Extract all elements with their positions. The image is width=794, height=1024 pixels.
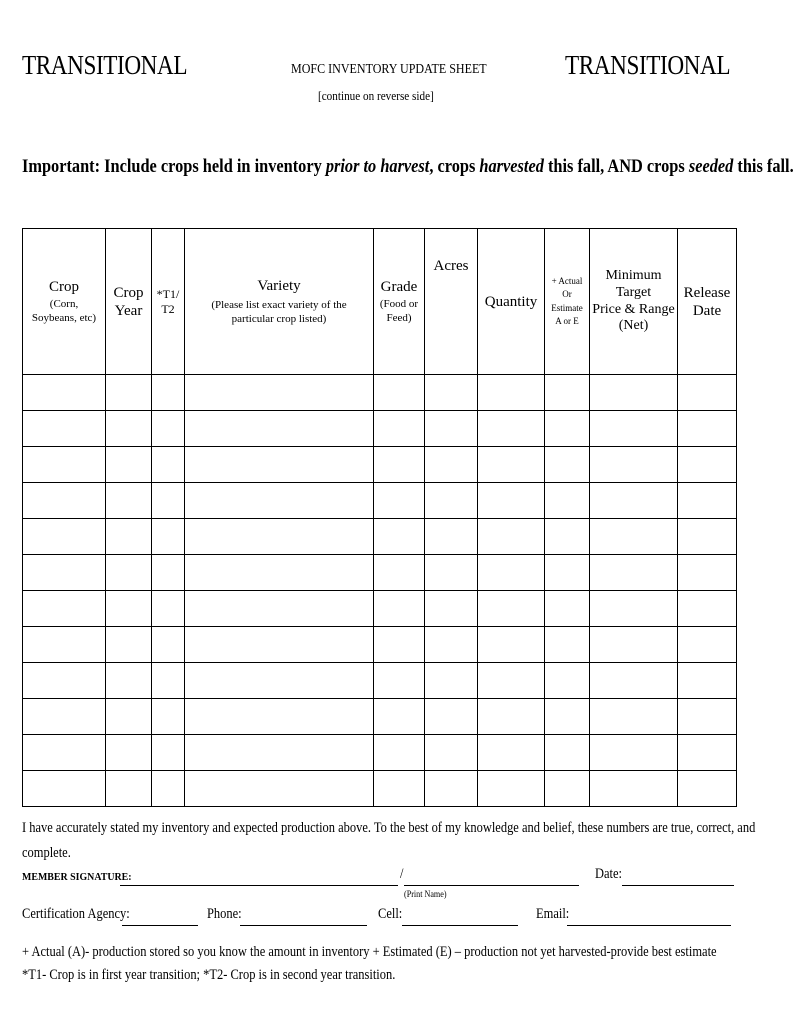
cell-target-price[interactable] bbox=[590, 411, 678, 447]
cell-quantity[interactable] bbox=[478, 699, 545, 735]
important-lead: Important: Include crops held in inventory bbox=[22, 156, 326, 177]
cell-variety[interactable] bbox=[185, 375, 374, 411]
sheet-title: MOFC INVENTORY UPDATE SHEET bbox=[291, 62, 487, 77]
cell-release-date[interactable] bbox=[678, 699, 737, 735]
header-variety-note: (Please list exact variety of the particular crop listed) bbox=[211, 299, 347, 325]
signature-slash: / bbox=[400, 866, 404, 882]
cell-grade[interactable] bbox=[374, 735, 425, 771]
cell-crop-year[interactable] bbox=[106, 663, 152, 699]
cell-crop-year[interactable] bbox=[106, 735, 152, 771]
inventory-table bbox=[22, 228, 737, 807]
important-mid1: , crops bbox=[429, 156, 480, 177]
header-ae-line2: Or bbox=[562, 289, 572, 300]
header-quantity bbox=[478, 229, 545, 375]
cell-variety[interactable] bbox=[185, 699, 374, 735]
header-t1-t2 bbox=[152, 229, 185, 375]
cell-t1-t2[interactable] bbox=[152, 663, 185, 699]
cell-crop-year[interactable] bbox=[106, 375, 152, 411]
cell-crop-year[interactable] bbox=[106, 519, 152, 555]
email-label: Email: bbox=[536, 906, 570, 922]
header-grade bbox=[374, 229, 425, 375]
cell-acres[interactable] bbox=[425, 699, 478, 735]
cell-actual-estimate[interactable] bbox=[545, 447, 590, 483]
cell-actual-estimate[interactable] bbox=[545, 519, 590, 555]
table-row bbox=[23, 771, 737, 807]
header-price-line2: Target bbox=[615, 284, 652, 300]
cell-quantity[interactable] bbox=[478, 735, 545, 771]
cell-target-price[interactable] bbox=[590, 699, 678, 735]
right-title: TRANSITIONAL bbox=[565, 50, 731, 80]
cell-crop-year[interactable] bbox=[106, 591, 152, 627]
cell-crop[interactable] bbox=[23, 771, 106, 807]
cell-grade[interactable] bbox=[374, 555, 425, 591]
cell-crop-year[interactable] bbox=[106, 483, 152, 519]
important-note bbox=[22, 156, 794, 178]
table-row bbox=[23, 555, 737, 591]
cell-grade[interactable] bbox=[374, 519, 425, 555]
cell-grade[interactable] bbox=[374, 375, 425, 411]
header-release-date bbox=[678, 229, 737, 375]
cell-grade[interactable] bbox=[374, 771, 425, 807]
cell-actual-estimate[interactable] bbox=[545, 735, 590, 771]
cell-release-date[interactable] bbox=[678, 627, 737, 663]
cell-release-date[interactable] bbox=[678, 447, 737, 483]
cell-variety[interactable] bbox=[185, 663, 374, 699]
cell-variety[interactable] bbox=[185, 519, 374, 555]
header-t2: T2 bbox=[161, 301, 175, 316]
phone-field[interactable] bbox=[240, 925, 367, 926]
header-acres bbox=[425, 229, 478, 375]
cell-target-price[interactable] bbox=[590, 591, 678, 627]
header-acres-label: Acres bbox=[433, 258, 469, 274]
cell-field[interactable] bbox=[402, 925, 518, 926]
header-actual-estimate bbox=[545, 229, 590, 375]
cell-variety[interactable] bbox=[185, 591, 374, 627]
cell-t1-t2[interactable] bbox=[152, 699, 185, 735]
cell-release-date[interactable] bbox=[678, 375, 737, 411]
important-tail: this fall. bbox=[733, 156, 794, 177]
phone-label: Phone: bbox=[207, 906, 242, 922]
cell-actual-estimate[interactable] bbox=[545, 591, 590, 627]
header-release-line1: Release bbox=[683, 284, 731, 301]
cell-acres[interactable] bbox=[425, 375, 478, 411]
cell-acres[interactable] bbox=[425, 591, 478, 627]
cell-crop[interactable] bbox=[23, 735, 106, 771]
cell-acres[interactable] bbox=[425, 519, 478, 555]
email-field[interactable] bbox=[567, 925, 731, 926]
header-crop-label: Crop bbox=[49, 279, 79, 296]
cell-t1-t2[interactable] bbox=[152, 771, 185, 807]
header-grade-note1: (Food or bbox=[379, 298, 419, 311]
cell-actual-estimate[interactable] bbox=[545, 771, 590, 807]
cell-quantity[interactable] bbox=[478, 555, 545, 591]
cell-crop-year[interactable] bbox=[106, 627, 152, 663]
cell-quantity[interactable] bbox=[478, 447, 545, 483]
header-ae-line4: A or E bbox=[555, 315, 579, 326]
cell-crop[interactable] bbox=[23, 591, 106, 627]
cell-t1-t2[interactable] bbox=[152, 555, 185, 591]
cell-crop-year[interactable] bbox=[106, 699, 152, 735]
footnote-transition: *T1- Crop is in first year transition; *T2- Crop is in second year transition. bbox=[22, 967, 396, 983]
header-variety-label: Variety bbox=[257, 278, 301, 295]
member-signature-field[interactable] bbox=[120, 885, 398, 886]
cell-grade[interactable] bbox=[374, 591, 425, 627]
cell-actual-estimate[interactable] bbox=[545, 411, 590, 447]
cell-crop[interactable] bbox=[23, 663, 106, 699]
cell-crop[interactable] bbox=[23, 483, 106, 519]
header-crop bbox=[23, 229, 106, 375]
cell-grade[interactable] bbox=[374, 447, 425, 483]
print-name-field[interactable] bbox=[404, 885, 579, 886]
cell-actual-estimate[interactable] bbox=[545, 555, 590, 591]
cell-release-date[interactable] bbox=[678, 663, 737, 699]
cell-target-price[interactable] bbox=[590, 627, 678, 663]
cell-t1-t2[interactable] bbox=[152, 735, 185, 771]
important-em-seeded: seeded bbox=[688, 156, 734, 177]
date-label: Date: bbox=[595, 866, 623, 882]
cell-actual-estimate[interactable] bbox=[545, 483, 590, 519]
cell-variety[interactable] bbox=[185, 447, 374, 483]
cell-actual-estimate[interactable] bbox=[545, 663, 590, 699]
header-price-line4: (Net) bbox=[618, 318, 649, 334]
date-field[interactable] bbox=[622, 885, 734, 886]
cell-crop[interactable] bbox=[23, 519, 106, 555]
header-t1: *T1/ bbox=[156, 287, 180, 302]
cell-release-date[interactable] bbox=[678, 591, 737, 627]
cell-grade[interactable] bbox=[374, 411, 425, 447]
cell-quantity[interactable] bbox=[478, 411, 545, 447]
cell-release-date[interactable] bbox=[678, 519, 737, 555]
cell-crop-year[interactable] bbox=[106, 411, 152, 447]
cell-target-price[interactable] bbox=[590, 375, 678, 411]
cell-crop[interactable] bbox=[23, 627, 106, 663]
certification-statement-line2: complete. bbox=[22, 845, 71, 861]
cell-acres[interactable] bbox=[425, 555, 478, 591]
header-ae-line3: Estimate bbox=[551, 302, 583, 313]
cell-t1-t2[interactable] bbox=[152, 591, 185, 627]
cell-target-price[interactable] bbox=[590, 771, 678, 807]
cell-grade[interactable] bbox=[374, 663, 425, 699]
cell-quantity[interactable] bbox=[478, 771, 545, 807]
certification-agency-field[interactable] bbox=[122, 925, 198, 926]
cell-crop[interactable] bbox=[23, 447, 106, 483]
cell-release-date[interactable] bbox=[678, 483, 737, 519]
cell-t1-t2[interactable] bbox=[152, 519, 185, 555]
left-title: TRANSITIONAL bbox=[22, 50, 188, 80]
table-row bbox=[23, 735, 737, 771]
cell-grade[interactable] bbox=[374, 483, 425, 519]
certification-statement-line1: I have accurately stated my inventory and expected production above. To the best of my knowledge and belief, these numbers are true, correct, and bbox=[22, 820, 756, 836]
cell-target-price[interactable] bbox=[590, 519, 678, 555]
cell-target-price[interactable] bbox=[590, 447, 678, 483]
cell-t1-t2[interactable] bbox=[152, 447, 185, 483]
cell-acres[interactable] bbox=[425, 735, 478, 771]
cell-crop[interactable] bbox=[23, 699, 106, 735]
important-mid2: this fall, AND crops bbox=[543, 156, 689, 177]
cell-label: Cell: bbox=[378, 906, 403, 922]
important-em-harvested: harvested bbox=[479, 156, 544, 177]
table-row bbox=[23, 375, 737, 411]
header-crop-year-line1: Crop bbox=[113, 284, 144, 301]
cell-release-date[interactable] bbox=[678, 555, 737, 591]
table-row bbox=[23, 411, 737, 447]
cell-t1-t2[interactable] bbox=[152, 483, 185, 519]
header-crop-year bbox=[106, 229, 152, 375]
cell-variety[interactable] bbox=[185, 411, 374, 447]
table-row bbox=[23, 519, 737, 555]
cell-quantity[interactable] bbox=[478, 375, 545, 411]
cell-t1-t2[interactable] bbox=[152, 375, 185, 411]
cell-acres[interactable] bbox=[425, 411, 478, 447]
table-row bbox=[23, 627, 737, 663]
cell-variety[interactable] bbox=[185, 627, 374, 663]
header-price-line1: Minimum bbox=[605, 267, 662, 283]
cell-variety[interactable] bbox=[185, 735, 374, 771]
footnote-actual-estimate: + Actual (A)- production stored so you know the amount in inventory + Estimated (E) – production not yet harvested-provide best estimate bbox=[22, 944, 717, 960]
subtitle: [continue on reverse side] bbox=[318, 88, 434, 103]
cell-quantity[interactable] bbox=[478, 663, 545, 699]
cell-quantity[interactable] bbox=[478, 483, 545, 519]
table-row bbox=[23, 483, 737, 519]
cell-t1-t2[interactable] bbox=[152, 627, 185, 663]
cell-actual-estimate[interactable] bbox=[545, 627, 590, 663]
cell-acres[interactable] bbox=[425, 447, 478, 483]
cell-crop[interactable] bbox=[23, 411, 106, 447]
cell-grade[interactable] bbox=[374, 627, 425, 663]
cell-crop[interactable] bbox=[23, 375, 106, 411]
header-target-price bbox=[590, 229, 678, 375]
cell-variety[interactable] bbox=[185, 771, 374, 807]
cell-actual-estimate[interactable] bbox=[545, 699, 590, 735]
table-row bbox=[23, 663, 737, 699]
cell-target-price[interactable] bbox=[590, 663, 678, 699]
header-price-line3: Price & Range bbox=[592, 301, 675, 317]
header-variety bbox=[185, 229, 374, 375]
cell-acres[interactable] bbox=[425, 627, 478, 663]
cell-actual-estimate[interactable] bbox=[545, 375, 590, 411]
cell-quantity[interactable] bbox=[478, 627, 545, 663]
cell-crop-year[interactable] bbox=[106, 771, 152, 807]
cell-target-price[interactable] bbox=[590, 555, 678, 591]
cell-target-price[interactable] bbox=[590, 735, 678, 771]
table-header-row bbox=[23, 229, 737, 375]
table-row bbox=[23, 699, 737, 735]
cell-crop[interactable] bbox=[23, 555, 106, 591]
cell-quantity[interactable] bbox=[478, 519, 545, 555]
certification-agency-label: Certification Agency: bbox=[22, 906, 130, 922]
inventory-table-body bbox=[23, 375, 737, 807]
cell-variety[interactable] bbox=[185, 483, 374, 519]
table-row bbox=[23, 447, 737, 483]
cell-quantity[interactable] bbox=[478, 591, 545, 627]
header-release-line2: Date bbox=[692, 302, 722, 319]
member-signature-label: MEMBER SIGNATURE: bbox=[22, 871, 132, 883]
cell-crop-year[interactable] bbox=[106, 555, 152, 591]
print-name-label: (Print Name) bbox=[404, 889, 447, 899]
header-grade-note2: Feed) bbox=[386, 311, 412, 324]
cell-crop-year[interactable] bbox=[106, 447, 152, 483]
cell-release-date[interactable] bbox=[678, 735, 737, 771]
header-crop-note: (Corn, Soybeans, etc) bbox=[31, 298, 97, 324]
cell-acres[interactable] bbox=[425, 771, 478, 807]
important-em-prior: prior to harvest bbox=[325, 156, 430, 177]
cell-release-date[interactable] bbox=[678, 411, 737, 447]
table-row bbox=[23, 591, 737, 627]
cell-release-date[interactable] bbox=[678, 771, 737, 807]
cell-t1-t2[interactable] bbox=[152, 411, 185, 447]
header-crop-year-line2: Year bbox=[114, 302, 143, 319]
header-quantity-label: Quantity bbox=[484, 293, 538, 310]
cell-grade[interactable] bbox=[374, 699, 425, 735]
cell-variety[interactable] bbox=[185, 555, 374, 591]
cell-acres[interactable] bbox=[425, 483, 478, 519]
header-ae-line1: + Actual bbox=[551, 276, 583, 287]
header-grade-label: Grade bbox=[380, 279, 418, 296]
cell-acres[interactable] bbox=[425, 663, 478, 699]
cell-target-price[interactable] bbox=[590, 483, 678, 519]
